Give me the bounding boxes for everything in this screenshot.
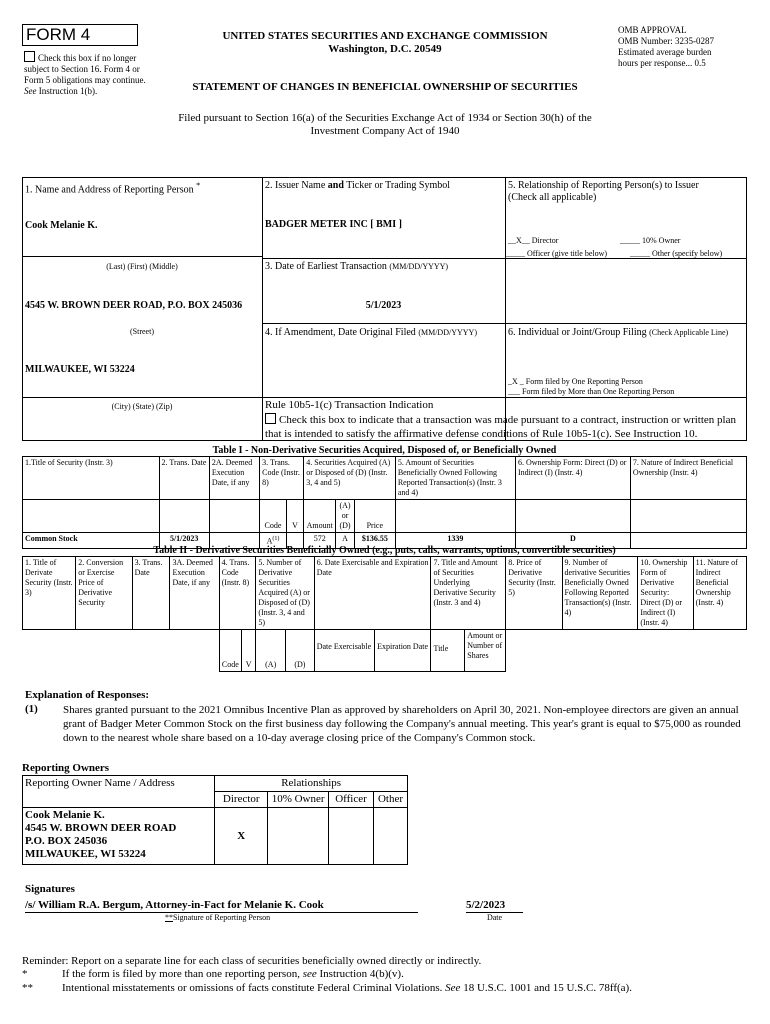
owners-col-officer: Officer (329, 792, 374, 808)
reporting-person-name: Cook Melanie K. (25, 220, 98, 231)
t1-header-deemed: 2A. Deemed Execution Date, if any (209, 457, 259, 500)
no-longer-subject-note: Check this box if no longer subject to Section 16. Form 4 or Form 5 obligations may continue. See Instruction 1(b). (24, 53, 146, 96)
city-label: (City) (State) (Zip) (111, 402, 173, 411)
agency-location: Washington, D.C. 20549 (328, 43, 442, 55)
omb-approval: OMB APPROVAL OMB Number: 3235-0287 Estimated average burden hours per response... 0.5 (618, 25, 714, 68)
t2-header-number-owned: 9. Number of derivative Securities Beneficially Owned Following Reported Transaction(s) (Instr. 4) (562, 557, 638, 630)
owners-col-name: Reporting Owner Name / Address (23, 776, 215, 808)
owner-name-address: Cook Melanie K. 4545 W. BROWN DEER ROAD P.O. BOX 245036 MILWAUKEE, WI 53224 (23, 808, 215, 865)
relationship-10pct-owner[interactable]: _____ 10% Owner (620, 236, 681, 245)
t1-header-code: 3. Trans. Code (Instr. 8) (260, 457, 304, 500)
owners-col-other: Other (373, 792, 407, 808)
box4-label: 4. If Amendment, Date Original Filed (MM/DD/YYYY) (265, 327, 477, 338)
footnote-number: (1) (25, 703, 38, 715)
t2-sub-date-exercisable: Date Exercisable (314, 630, 374, 672)
t2-sub-v: V (242, 630, 256, 672)
name-parts-label: (Last) (First) (Middle) (106, 262, 178, 271)
t1-row-price: $136.55 (354, 533, 395, 549)
owners-col-director: Director (215, 792, 268, 808)
t2-sub-title: Title (431, 630, 465, 672)
t1-sub-price: Price (354, 500, 395, 533)
box2-label: 2. Issuer Name and Ticker or Trading Symbol (265, 180, 451, 191)
t1-row-form: D (515, 533, 630, 549)
rule-10b5-label: Rule 10b5-1(c) Transaction Indication (265, 399, 434, 411)
t1-row-date: 5/1/2023 (159, 533, 209, 549)
signature-date: 5/2/2023 (466, 899, 506, 911)
t2-header-number: 5. Number of Derivative Securities Acquired (A) or Disposed of (D) (Instr. 3, 4 and 5) (256, 557, 314, 630)
form-title: FORM 4 (26, 25, 91, 44)
footnote-star-mark: * (22, 968, 28, 980)
t2-header-conversion: 2. Conversion or Exercise Price of Derivative Security (76, 557, 132, 630)
relationship-other[interactable]: _____ Other (specify below) (630, 249, 723, 258)
t1-sub-v: V (286, 500, 303, 533)
statement-title: STATEMENT OF CHANGES IN BENEFICIAL OWNERSHIP OF SECURITIES (192, 81, 578, 93)
footnote-double-star: Intentional misstatements or omissions of facts constitute Federal Criminal Violations. See 18 U.S.C. 1001 and 15 U.S.C. 78ff(a). (62, 982, 632, 994)
t2-sub-code: Code (219, 630, 241, 672)
t2-header-title: 1. Title of Derivate Security (Instr. 3) (23, 557, 76, 630)
t2-sub-amount: Amount or Number of Shares (465, 630, 506, 672)
t1-sub-aod: (A) or (D) (336, 500, 354, 533)
t2-header-exercisable: 6. Date Exercisable and Expiration Date (314, 557, 431, 630)
t2-header-date: 3. Trans. Date (132, 557, 170, 630)
signatures-heading: Signatures (25, 883, 75, 895)
table1 (22, 456, 747, 549)
t1-row-title: Common Stock (23, 533, 160, 549)
earliest-transaction-date: 5/1/2023 (365, 300, 402, 311)
reporting-owners-heading: Reporting Owners (22, 762, 110, 774)
t1-header-nature: 7. Nature of Indirect Beneficial Ownership (Instr. 4) (630, 457, 746, 500)
form-title-box (22, 24, 138, 46)
t1-row-amount: 572 (304, 533, 336, 549)
relationship-officer[interactable]: _____ Officer (give title below) (505, 249, 608, 258)
box1-label: 1. Name and Address of Reporting Person * (25, 181, 201, 196)
t1-row-aod: A (336, 533, 354, 549)
signer-name: /s/ William R.A. Bergum, Attorney-in-Fact for Melanie K. Cook (25, 899, 324, 911)
issuer-name: BADGER METER INC [ BMI ] (265, 219, 402, 230)
t1-header-acquired: 4. Securities Acquired (A) or Disposed of (D) (Instr. 3, 4 and 5) (304, 457, 396, 500)
t1-row-code: $A^{(1)}$ (260, 533, 287, 549)
reporting-person-city: MILWAUKEE, WI 53224 (25, 364, 135, 375)
filed-pursuant-note: Filed pursuant to Section 16(a) of the Securities Exchange Act of 1934 or Section 30(h) of the Investment Company Act of 1940 (178, 112, 592, 137)
box5-label: 5. Relationship of Reporting Person(s) to Issuer (Check all applicable) (508, 180, 699, 203)
reporting-person-street: 4545 W. BROWN DEER ROAD, P.O. BOX 245036 (25, 300, 243, 311)
footnote-double-star-mark: ** (22, 982, 33, 994)
table1-title: Table I - Non-Derivative Securities Acquired, Disposed of, or Beneficially Owned (212, 445, 557, 456)
t1-header-title: 1.Title of Security (Instr. 3) (23, 457, 160, 500)
t1-header-amount: 5. Amount of Securities Beneficially Owned Following Reported Transaction(s) (Instr. 3 and 4) (395, 457, 515, 500)
t1-row-owned: 1339 (395, 533, 515, 549)
t2-header-nature: 11. Nature of Indirect Beneficial Ownership (Instr. 4) (693, 557, 746, 630)
t2-sub-a: (A) (256, 630, 286, 672)
owner-director-value: X (215, 808, 268, 865)
table-row (23, 808, 408, 865)
street-label: (Street) (130, 327, 154, 336)
reminder-note: Reminder: Report on a separate line for each class of securities beneficially owned directly or indirectly. (22, 955, 482, 967)
t2-sub-d: (D) (286, 630, 315, 672)
table2-title: Table II - Derivative Securities Beneficially Owned (e.g., puts, calls, warrants, options, convertible securities) (153, 545, 616, 556)
rule-10b5-text: Check this box to indicate that a transaction was made pursuant to a contract, instruction or written plan that is intended to satisfy the affirmative defense conditions of Rule 10b5-1(c). See Instruction 10. (265, 414, 736, 440)
relationship-director[interactable]: __X__ Director (508, 236, 559, 245)
no-longer-subject-checkbox[interactable] (24, 51, 35, 62)
t1-header-date: 2. Trans. Date (159, 457, 209, 500)
rule-10b5-checkbox[interactable] (265, 413, 276, 424)
t1-header-ownership: 6. Ownership Form: Direct (D) or Indirect (I) (Instr. 4) (515, 457, 630, 500)
box3-label: 3. Date of Earliest Transaction (MM/DD/YYYY) (265, 261, 449, 272)
t2-header-price: 8. Price of Derivative Security (Instr. 5) (506, 557, 562, 630)
t2-header-ownership: 10. Ownership Form of Derivative Security: Direct (D) or Indirect (I) (Instr. 4) (638, 557, 693, 630)
signature-label: **Signature of Reporting Person (165, 913, 271, 922)
date-label: Date (486, 913, 503, 922)
reporting-owners-table (22, 775, 408, 865)
t2-header-code: 4. Trans. Code (Instr. 8) (219, 557, 256, 630)
table2 (22, 556, 747, 672)
box6-label: 6. Individual or Joint/Group Filing (Check Applicable Line) (508, 327, 729, 338)
owners-col-10pct: 10% Owner (268, 792, 329, 808)
footnote-text: Shares granted pursuant to the 2021 Omnibus Incentive Plan as approved by shareholders on April 30, 2021. Non-employee directors are given an annual grant of Badger Meter Common Stock on the first business day following the Company's annual meeting. This year's grant is equal to $75,000 as rounded down to the nearest whole share based on a 10-day average closing price of the Company's Common stock. (63, 704, 741, 744)
footnote-star: If the form is filed by more than one reporting person, see Instruction 4(b)(v). (62, 968, 404, 980)
owners-col-relationships: Relationships (215, 776, 408, 792)
explanation-heading: Explanation of Responses: (25, 689, 150, 701)
agency-name: UNITED STATES SECURITIES AND EXCHANGE COMMISSION (222, 30, 548, 42)
t1-sub-code: Code (260, 500, 287, 533)
t2-header-underlying: 7. Title and Amount of Securities Underlying Derivative Security (Instr. 3 and 4) (431, 557, 506, 630)
t2-header-deemed: 3A. Deemed Execution Date, if any (170, 557, 219, 630)
t2-sub-expiration: Expiration Date (375, 630, 431, 672)
filing-one-person[interactable]: _X _ Form filed by One Reporting Person (508, 377, 643, 386)
t1-sub-amount: Amount (304, 500, 336, 533)
filing-multiple-persons[interactable]: ___ Form filed by More than One Reporting Person (508, 387, 675, 396)
